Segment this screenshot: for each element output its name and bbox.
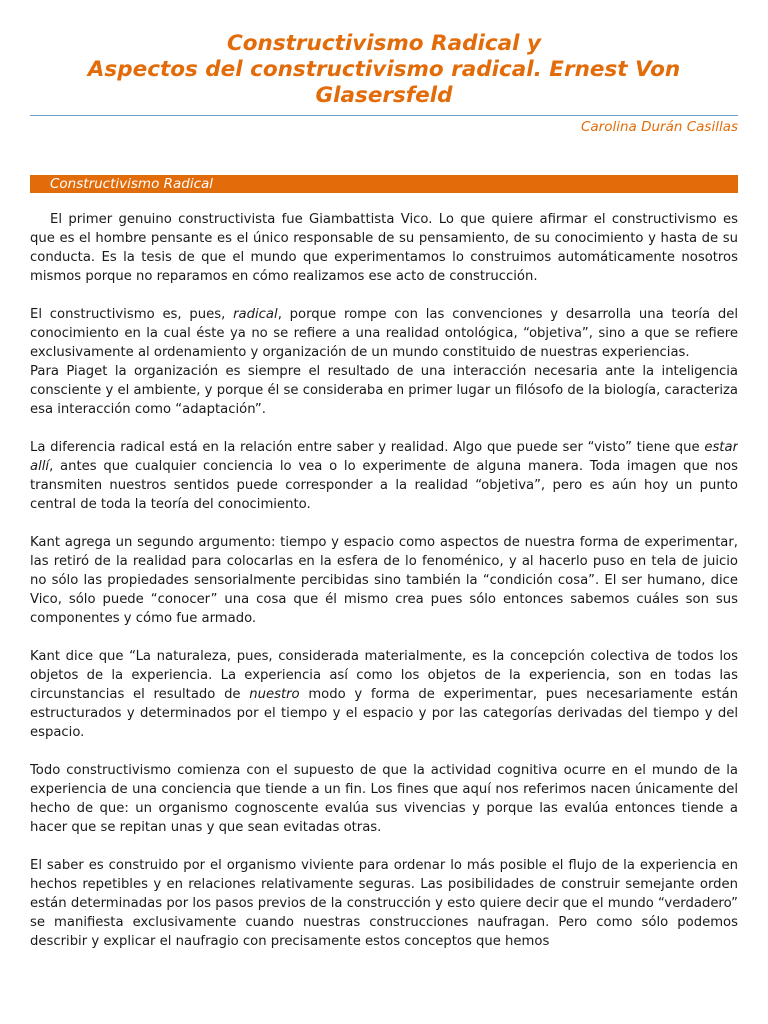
paragraph-6-part-a: Kant dice que “La naturaleza, pues, considerada materialmente, es la concepción colectiva de todos los objetos de la experiencia. La experiencia así como los objetos de la experiencia, son en todas las circunstancias el resultado de — [30, 649, 738, 702]
paragraph-2 — [30, 305, 738, 362]
paragraph-7: Todo constructivismo comienza con el supuesto de que la actividad cognitiva ocurre en el mundo de la experiencia de una conciencia que tiende a un fin. Los fines que aquí nos referimos nacen únicamente del hecho de que: un organismo cognoscente evalúa sus vivencias y porque las evalúa entonces tiende a hacer que se repitan unas y que sean evitadas otras. — [30, 763, 738, 835]
body-text — [30, 210, 738, 951]
document-page — [30, 0, 738, 1024]
paragraph-2-emphasis: radical — [233, 307, 278, 322]
paragraph-6-part-b: modo y forma de experimentar, pues necesariamente están estructurados y determinados por el tiempo y el espacio y por las categorías derivadas del tiempo y del espacio. — [30, 687, 738, 740]
title-line-3: Glasersfeld — [315, 83, 453, 108]
paragraph-4-part-b: , antes que cualquier conciencia lo vea o lo experimente de alguna manera. Toda imagen que nos transmiten nuestros sentidos puede corresponder a la realidad “objetiva”, pero es aún hoy un punto central de toda la teoría del conocimiento. — [30, 459, 738, 512]
title-rule — [30, 115, 738, 116]
title-line-1: Constructivismo Radical y — [226, 31, 542, 56]
paragraph-6-emphasis: nuestro — [249, 687, 300, 702]
title-line-2: Aspectos del constructivismo radical. Ernest Von — [87, 57, 681, 82]
paragraph-4 — [30, 438, 738, 514]
paragraph-8: El saber es construido por el organismo viviente para ordenar lo más posible el flujo de la experiencia en hechos repetibles y en relaciones relativamente seguras. Las posibilidades de construir semejante orden están determinadas por los pasos previos de la construcción y esto quiere decir que el mundo “verdadero” se manifiesta exclusivamente cuando nuestras construcciones naufragan. Pero como sólo podemos describir y explicar el naufragio con precisamente estos conceptos que hemos — [30, 858, 738, 949]
paragraph-6 — [30, 647, 738, 742]
paragraph-3: Para Piaget la organización es siempre el resultado de una interacción necesaria ante la inteligencia consciente y el ambiente, y porque él se consideraba en primer lugar un filósofo de la biología, caracteriza esa interacción como “adaptación”. — [30, 364, 738, 417]
paragraph-5: Kant agrega un segundo argumento: tiempo y espacio como aspectos de nuestra forma de experimentar, las retiró de la realidad para colocarlas en la esfera de lo fenoménico, y al hacerlo puso en tela de juicio no sólo las propiedades sensorialmente percibidas sino también la “condición cosa”. El ser humano, dice Vico, sólo puede “conocer” una cosa que él mismo crea pues sólo entonces sabemos cuáles son sus componentes y cómo fue armado. — [30, 535, 738, 626]
paragraph-4-part-a: La diferencia radical está en la relación entre saber y realidad. Algo que puede ser “visto” tiene que — [30, 440, 705, 455]
section-heading: Constructivismo Radical — [30, 175, 738, 193]
paragraph-2-part-a: El constructivismo es, pues, — [30, 307, 234, 322]
paragraph-1: El primer genuino constructivista fue Giambattista Vico. Lo que quiere afirmar el constructivismo es que es el hombre pensante es el único responsable de su pensamiento, de su conocimiento y hasta de su conducta. Es la tesis de que el mundo que experimentamos lo construimos automáticamente nosotros mismos porque no reparamos en cómo realizamos ese acto de construcción. — [30, 212, 738, 284]
paragraph-2-part-b: , porque rompe con las convenciones y desarrolla una teoría del conocimiento en la cual éste ya no se refiere a una realidad ontológica, “objetiva”, sino a que se refiere exclusivamente al ordenamiento y organización de un mundo constituido de nuestras experiencias. — [30, 307, 738, 360]
document-title — [30, 31, 738, 109]
author-name: Carolina Durán Casillas — [580, 119, 738, 135]
paragraph-4-emphasis: estar allí — [30, 440, 738, 474]
